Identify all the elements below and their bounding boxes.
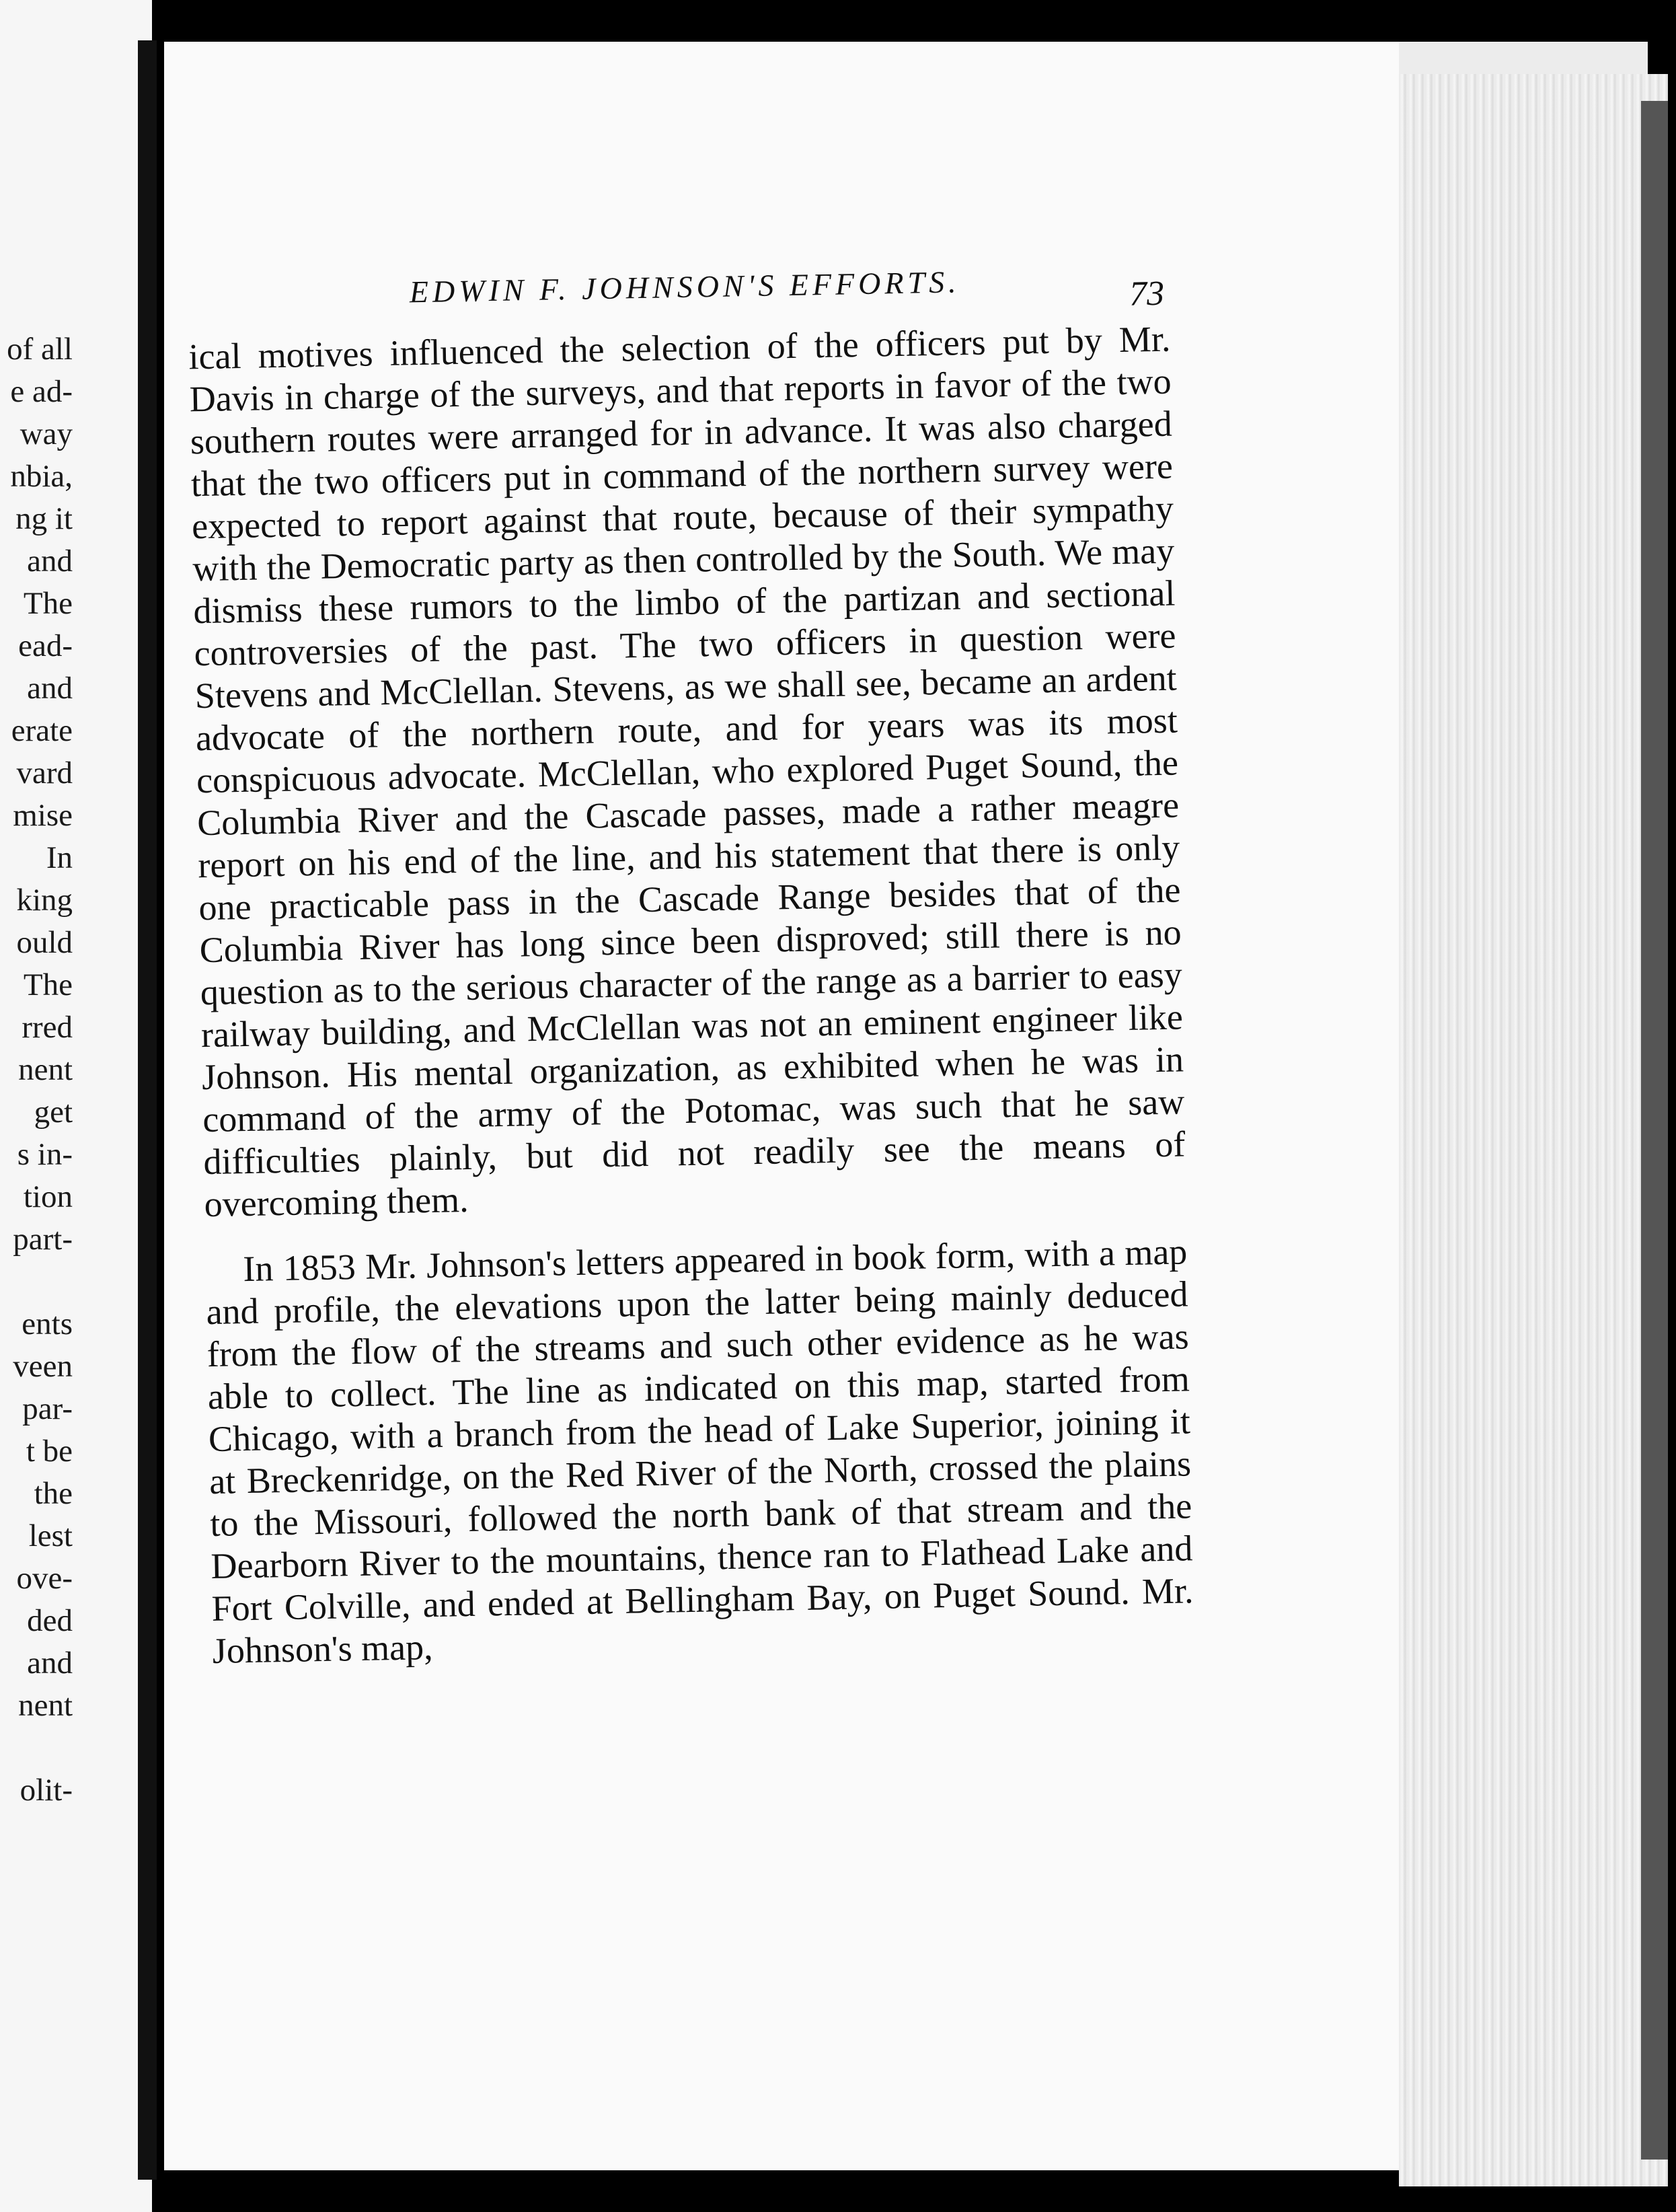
facing-page-line: par- <box>22 1391 73 1426</box>
facing-page-line: king <box>16 883 73 918</box>
facing-page-line: In <box>46 840 73 875</box>
running-head: EDWIN F. JOHNSON'S EFFORTS. <box>409 264 960 309</box>
body-text <box>188 318 1194 1672</box>
facing-page-line: mise <box>13 798 73 833</box>
facing-page-line: erate <box>11 713 73 748</box>
facing-page-line: t be <box>26 1434 73 1469</box>
facing-page-line: vard <box>16 755 73 790</box>
facing-page-line: ded <box>27 1603 73 1638</box>
page-stack-shadow <box>1641 101 1668 2160</box>
facing-page-line: olit- <box>20 1773 73 1808</box>
facing-page-line: ead- <box>18 628 73 663</box>
text-block <box>187 248 1194 1672</box>
paragraph-1: ical motives influenced the selection of the officers put by Mr. Davis in charge of the surveys, and that reports in favor of the two southern routes were arranged for in advance. It was also charged that the two officers put in command of the northern survey were expected to report against that route, because of their sympathy with the Democratic party as then controlled by the South. We may dismiss these rumors to the limbo of the partizan and sectional controversies of the past. The two officers in question were Stevens and McClellan. Stevens, as we shall see, became an ardent advocate of the northern route, and for years was its most conspicuous advocate. McClellan, who explored Puget Sound, the Columbia River and the Cascade passes, made a rather meagre report on his end of the line, and his statement that there is only one practicable pass in the Cascade Range besides that of the Columbia River has long since been disproved; still there is no question as to the serious character of the range as a barrier to easy railway building, and McClellan was not an eminent engineer like Johnson. His mental organization, as exhibited when he was in command of the army of the Potomac, was such that he saw difficulties plainly, but did not readily see the means of overcoming them. <box>188 318 1186 1225</box>
gutter-shadow <box>138 40 157 2180</box>
facing-page-line: way <box>20 416 73 451</box>
facing-page <box>0 0 152 2212</box>
facing-page-line: The <box>23 586 73 621</box>
page-stack-edge <box>1399 74 1668 2186</box>
facing-page-line: ng it <box>15 501 73 536</box>
facing-page-line <box>7 1261 73 1303</box>
facing-page-line: and <box>27 544 73 579</box>
facing-page-line: of all <box>7 332 73 367</box>
facing-page-line: rred <box>22 1010 73 1045</box>
facing-page-line: the <box>34 1476 73 1511</box>
facing-page-line: nent <box>18 1052 73 1087</box>
page-stack-top <box>1399 42 1648 74</box>
facing-page-line: get <box>34 1095 73 1130</box>
facing-page-line: part- <box>13 1222 73 1257</box>
facing-page-line: e ad- <box>10 374 73 409</box>
facing-page-line: ould <box>16 925 73 960</box>
facing-page-line: s in- <box>17 1137 73 1172</box>
book-page <box>164 42 1399 2170</box>
facing-page-line: and <box>27 671 73 706</box>
facing-page-line: The <box>23 967 73 1002</box>
facing-page-line: lest <box>28 1518 73 1553</box>
facing-page-line <box>7 1727 73 1769</box>
facing-page-line: veen <box>13 1349 73 1384</box>
facing-page-line: ents <box>22 1306 73 1341</box>
facing-page-line: nent <box>18 1688 73 1723</box>
facing-page-line: nbia, <box>10 459 73 494</box>
paragraph-2: In 1853 Mr. Johnson's letters appeared in book form, with a map and profile, the elevations upon the latter being mainly deduced from the flow of the streams and such other evidence as he was able to collect. The line as indicated on this map, started from Chicago, with a branch from the head of Lake Superior, joining it at Breckenridge, on the Red River of the North, crossed the plains to the Missouri, followed the north bank of that stream and the Dearborn River to the mountains, thence ran to Flathead Lake and Fort Colville, and ended at Bellingham Bay, on Puget Sound. Mr. Johnson's map, <box>206 1231 1194 1672</box>
facing-page-line: ove- <box>16 1561 73 1596</box>
facing-page-text <box>7 328 73 1812</box>
page-number: 73 <box>1129 274 1165 314</box>
facing-page-line: and <box>27 1646 73 1681</box>
facing-page-line: tion <box>23 1179 73 1214</box>
